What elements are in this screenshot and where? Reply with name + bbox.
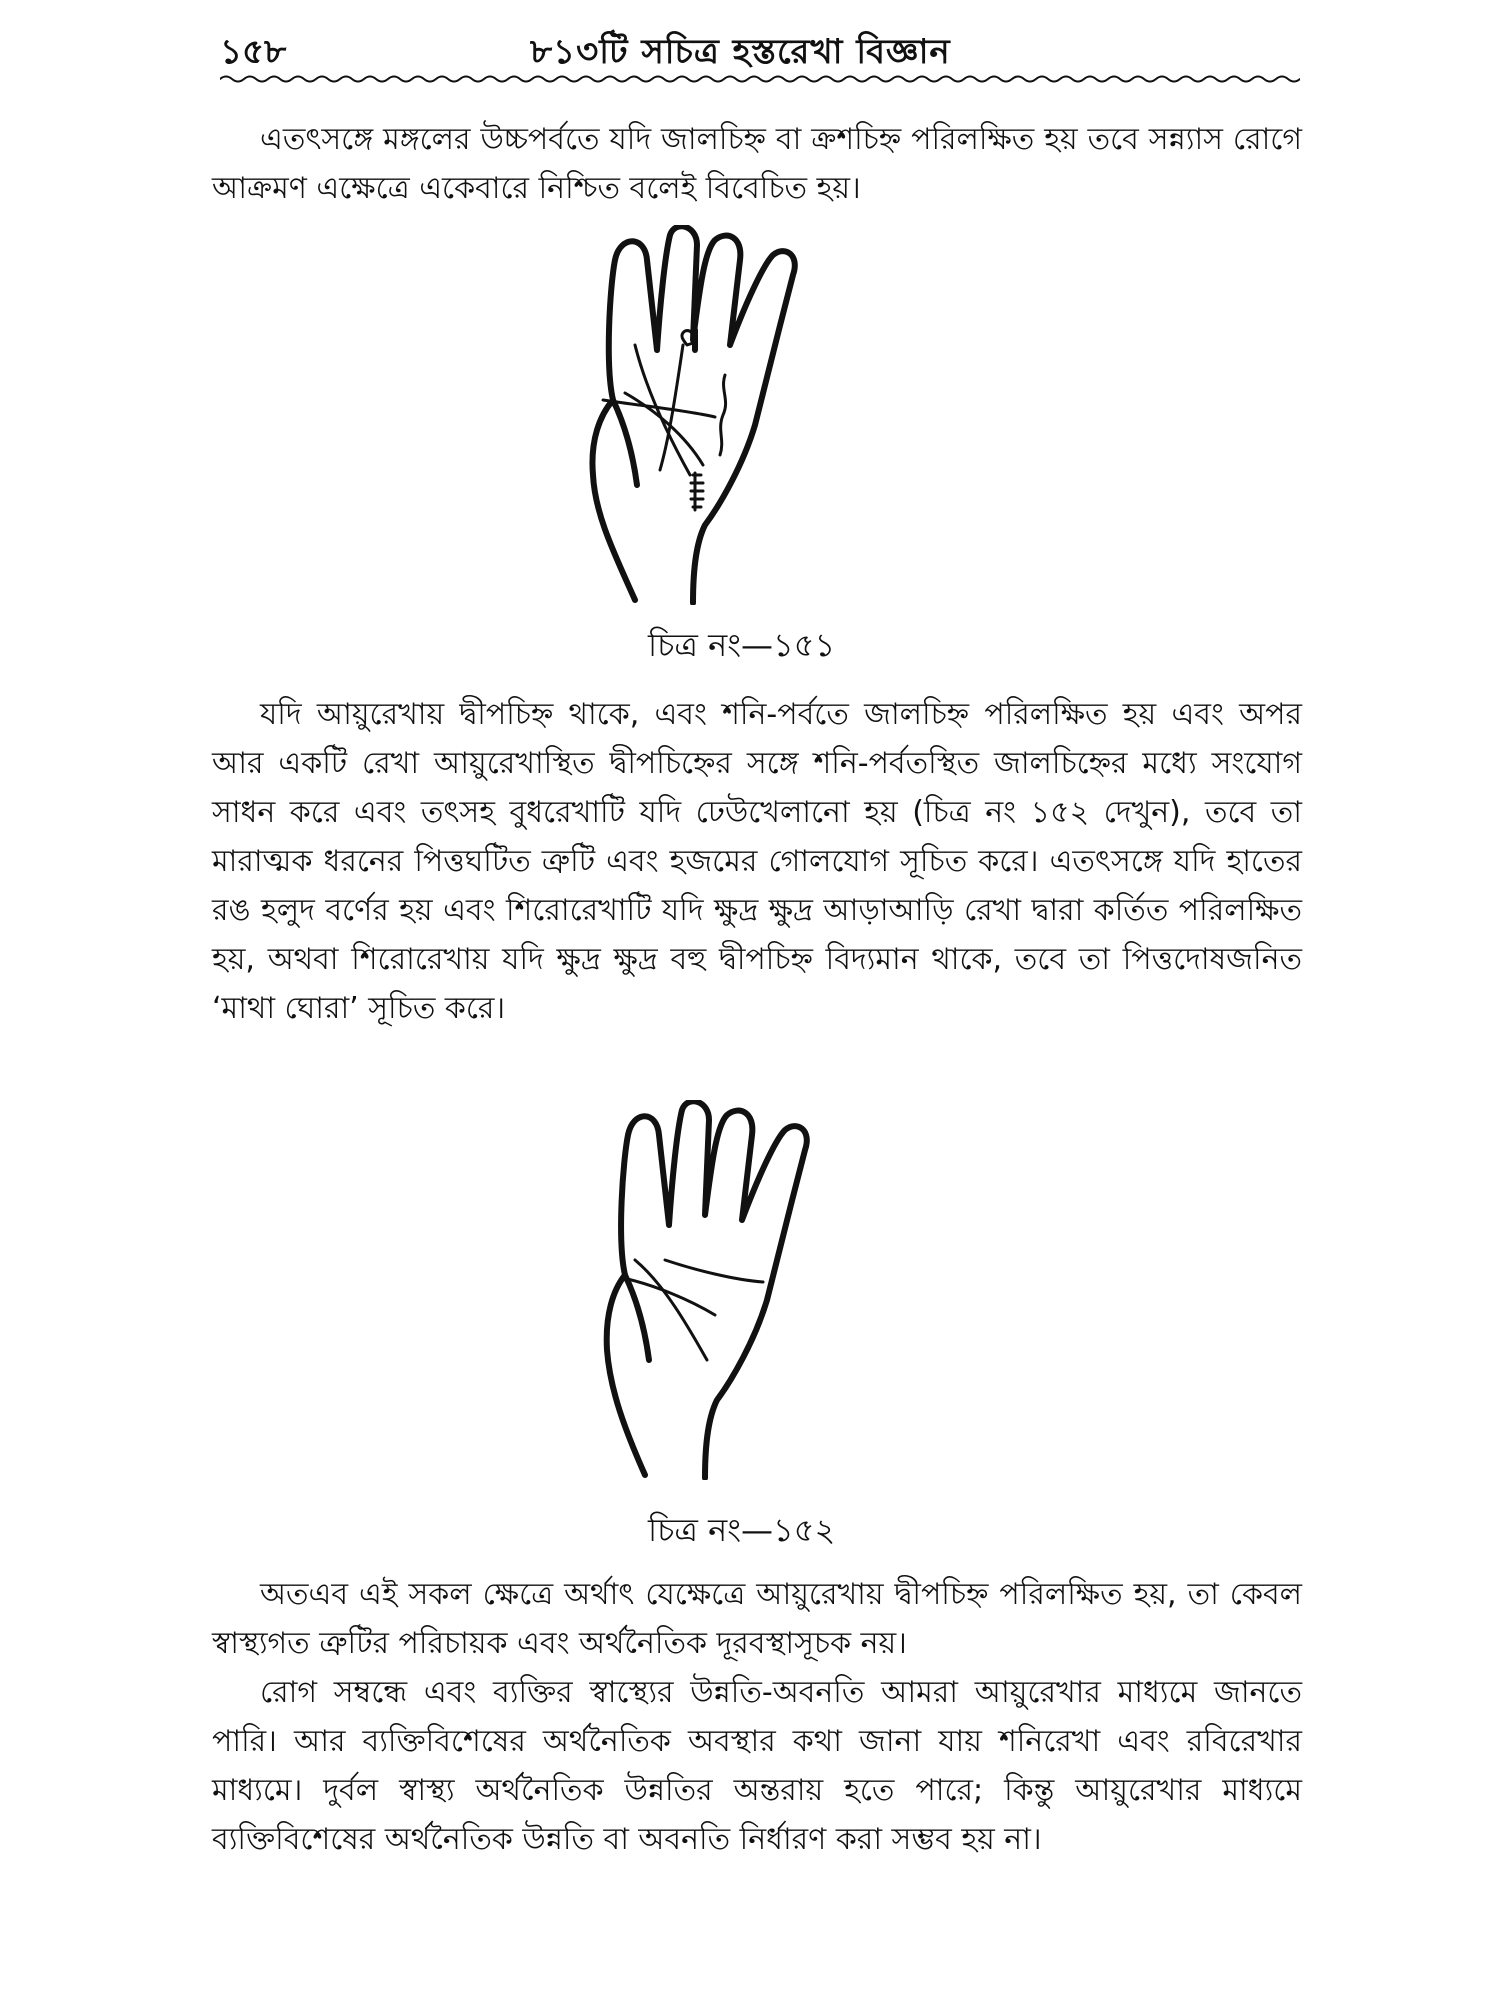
- paragraph-4: রোগ সম্বন্ধে এবং ব্যক্তির স্বাস্থ্যের উন্নতি-অবনতি আমরা আয়ুরেখার মাধ্যমে জানতে পারি। আর ব্যক্তিবিশেষের অর্থনৈতিক অবস্থার কথা জানা যায় শনিরেখা এবং রবিরেখার মাধ্যমে। দুর্বল স্বাস্থ্য অর্থনৈতিক উন্নতির অন্তরায় হতে পারে; কিন্তু আয়ুরেখার মাধ্যমে ব্যক্তিবিশেষের অর্থনৈতিক উন্নতি বা অবনতি নির্ধারণ করা সম্ভব হয় না।: [212, 1675, 1302, 1857]
- paragraph-2: যদি আয়ুরেখায় দ্বীপচিহ্ন থাকে, এবং শনি-পর্বতে জালচিহ্ন পরিলক্ষিত হয় এবং অপর আর একটি রেখা আয়ুরেখাস্থিত দ্বীপচিহ্নের সঙ্গে শনি-পর্বতস্থিত জালচিহ্নের মধ্যে সংযোগ সাধন করে এবং তৎসহ বুধরেখাটি যদি ঢেউখেলানো হয় (চিত্র নং ১৫২ দেখুন), তবে তা মারাত্মক ধরনের পিত্তঘটিত ত্রুটি এবং হজমের গোলযোগ সূচিত করে। এতৎসঙ্গে যদি হাতের রঙ হলুদ বর্ণের হয় এবং শিরোরেখাটি যদি ক্ষুদ্র ক্ষুদ্র আড়াআড়ি রেখা দ্বারা কর্তিত পরিলক্ষিত হয়, অথবা শিরোরেখায় যদি ক্ষুদ্র ক্ষুদ্র বহু দ্বীপচিহ্ন বিদ্যমান থাকে, তবে তা পিত্তদোষজনিত ‘মাথা ঘোরা’ সূচিত করে।: [212, 697, 1302, 1026]
- book-title: ৮১৩টি সচিত্র হস্তরেখা বিজ্ঞান: [530, 32, 951, 72]
- figure-152-caption: চিত্র নং—১৫২: [648, 1511, 836, 1549]
- hand-diagram-152: [595, 1100, 915, 1480]
- paragraph-3: অতএব এই সকল ক্ষেত্রে অর্থাৎ যেক্ষেত্রে আয়ুরেখায় দ্বীপচিহ্ন পরিলক্ষিত হয়, তা কেবল স্বাস্থ্যগত ত্রুটির পরিচায়ক এবং অর্থনৈতিক দূরবস্থাসূচক নয়।: [212, 1577, 1302, 1661]
- header-wavy-rule: [220, 72, 1300, 86]
- paragraph-1: এতৎসঙ্গে মঙ্গলের উচ্চপর্বতে যদি জালচিহ্ন বা ক্রশচিহ্ন পরিলক্ষিত হয় তবে সন্ন্যাস রোগে আক্রমণ এক্ষেত্রে একেবারে নিশ্চিত বলেই বিবেচিত হয়।: [212, 122, 1302, 206]
- hand-diagram-151: [575, 225, 895, 605]
- page-header: [220, 26, 1300, 74]
- figure-151-caption: চিত্র নং—১৫১: [648, 626, 836, 664]
- page-number: ১৫৮: [220, 32, 287, 72]
